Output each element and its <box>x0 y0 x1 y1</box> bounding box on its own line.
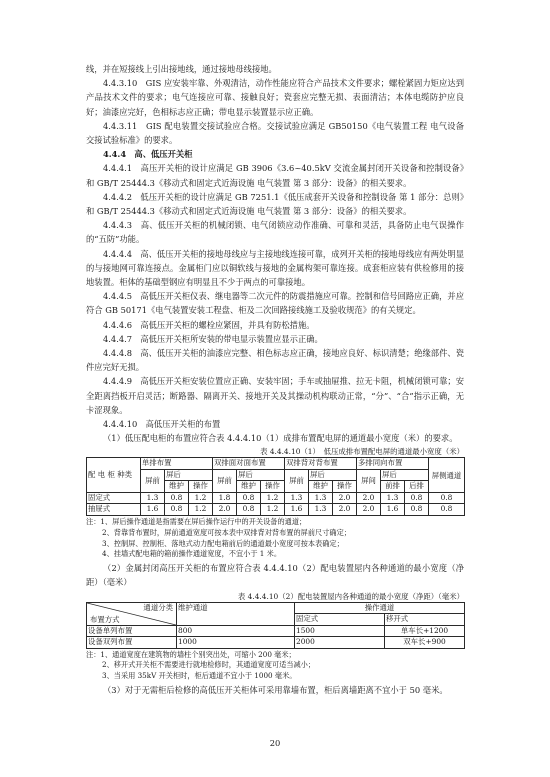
paragraph: （1）低压配电柜的布置应符合表 4.4.4.10（1）成排布置配电屏的通道最小宽度（米）的要求。 <box>103 433 458 444</box>
note: 4、挂墙式配电箱的箱前操作通道宽度，不宜小于 1 米。 <box>102 549 282 559</box>
table-cell: 0.8 <box>429 504 465 516</box>
header-between: 屏间 <box>357 469 381 492</box>
table-cell: 1.3 <box>381 492 405 504</box>
table-cell: 1.6 <box>285 504 309 516</box>
header-face-to-face: 双排面对面布置 <box>213 458 285 470</box>
paragraph: 4.4.4.4 高、低压开关柜的接地母线应与主接地线连接可靠，成列开关柜的接地母线应有两处明显的与接地网可靠连接点。金属柜门应以铜软线与接地的金属构架可靠连接。成套柜应装有供检修用的接地装置。柜体的基础型钢应有明显且不少于两点的可靠接地。 <box>86 248 464 288</box>
table-cell: 1.8 <box>213 492 237 504</box>
row-label: 抽屉式 <box>87 504 141 516</box>
paragraph: （3）对于无需柜后检修的高低压开关柜体可采用靠墙布置，柜后离墙距离不宜小于 50 毫米。 <box>103 684 448 695</box>
header-diagonal-cell <box>87 602 177 625</box>
paragraph: 4.4.4.10 高低压开关柜的布置 <box>103 419 221 430</box>
page-number: 20 <box>269 738 281 748</box>
table-cell: 2.0 <box>357 492 381 504</box>
paragraph: 4.4.4.6 高低压开关柜的螺栓应紧固，并具有防松措施。 <box>103 319 315 330</box>
header-front-row: 前排 <box>381 481 405 493</box>
table-cell: 双车长+900 <box>385 637 465 649</box>
table-row <box>87 504 465 516</box>
header-back-to-back: 双排背对背布置 <box>285 458 357 470</box>
paragraph: 4.4.3.10 GIS 应安装牢靠、外观清洁，动作性能应符合产品技术文件要求；螺栓紧固力矩应达到产品技术文件的要求；电气连接应可靠、接触良好；瓷套应完整无损、表面清洁；本体电缆防护应良好；油漆应完好，色相标志应正确；带电显示装置显示应正确。 <box>86 78 464 117</box>
table-cell: 0.8 <box>165 504 189 516</box>
table-cell: 2.0 <box>213 504 237 516</box>
paragraph: 线，并在短接线上引出接地线，通过接地母线接地。 <box>86 64 277 74</box>
table-cell: 0.8 <box>237 492 261 504</box>
table-cell: 1500 <box>295 625 385 637</box>
table-cell: 1.2 <box>261 492 285 504</box>
table-cell: 2.0 <box>357 504 381 516</box>
table-low-voltage-passage-widths <box>86 457 465 516</box>
table2-caption: 表 4.4.4.10（2）配电装置屋内各种通道的最小宽度（净距）（毫米） <box>237 591 464 601</box>
note: 3、当采用 35kV 开关柜时，柜后通道不宜小于 1000 毫米。 <box>102 671 297 681</box>
table-cell: 1.6 <box>141 504 165 516</box>
table-row <box>87 625 465 637</box>
header-front: 屏前 <box>213 469 237 492</box>
header-rear: 屏后 <box>381 469 429 481</box>
header-rear: 屏后 <box>237 469 285 481</box>
header-fixed-type: 固定式 <box>295 614 385 626</box>
paragraph: 4.4.4.9 高低压开关柜安装位置应正确、安装牢固；手车或抽屉推、拉无卡阻，机械闭锁可靠；安全距离挡板开启灵活；断路器、隔离开关、接地开关及其操动机构联动正常，“分”、“合”指示正确，无卡涩现象。 <box>86 376 464 415</box>
table-cell: 1.3 <box>285 492 309 504</box>
header-cabinet-type: 配 电 柜 种类 <box>87 458 141 493</box>
table-cell: 0.8 <box>405 504 429 516</box>
note: 3、控制屏、控制柜、落地式动力配电箱前后的通道最小宽度可按本表确定； <box>102 538 344 548</box>
table-cell: 1.3 <box>309 492 333 504</box>
note: 2、移开式开关柜不需要进行就地检修时，其通道宽度可适当减小； <box>102 660 316 670</box>
header-operation-passage: 操作通道 <box>295 602 465 614</box>
row-label: 设备单列布置 <box>87 625 177 637</box>
table-cell: 单车长+1200 <box>385 625 465 637</box>
table-cell: 1.2 <box>189 492 213 504</box>
header-single-row: 单排布置 <box>141 458 213 470</box>
table-high-voltage-passage-widths <box>86 602 465 649</box>
table-cell: 2.0 <box>333 492 357 504</box>
header-multi-row: 多排同向布置 <box>357 458 429 470</box>
paragraph: 4.4.4.7 高低压开关柜所安装的带电显示装置应显示正确。 <box>103 333 323 344</box>
paragraph: 4.4.4.1 高压开关柜的设计应满足 GB 3906《3.6~40.5kV 交流金属封闭开关设备和控制设备》和 GB/T 25444.3《移动式和固定式近海设施 电气装置 第 3 部分：设备》的相关要求。 <box>86 163 464 188</box>
table-row <box>87 492 465 504</box>
table-cell: 0.8 <box>165 492 189 504</box>
paragraph: 4.4.4.5 高低压开关柜仪表、继电器等二次元件的防震措施应可靠。控制和信号回路应正确，并应符合 GB 50171《电气装置安装工程盘、柜及二次回路接线施工及验收规范》的有关规定。 <box>86 291 464 316</box>
table-cell: 1.2 <box>189 504 213 516</box>
paragraph: （2）金属封闭高压开关柜的布置应符合表 4.4.4.10（2）配电装置屋内各种通道的最小宽度（净距）（毫米） <box>86 563 464 588</box>
header-maintenance: 维护 <box>237 481 261 493</box>
table-cell: 2000 <box>295 637 385 649</box>
header-withdrawable-type: 移开式 <box>385 614 465 626</box>
section-heading: 4.4.4 高、低压开关柜 <box>103 149 193 160</box>
table-cell: 1.2 <box>261 504 285 516</box>
header-passage-category: 通道分类 <box>143 602 173 612</box>
header-operation: 操作 <box>189 481 213 493</box>
row-label: 固定式 <box>87 492 141 504</box>
table-cell: 0.8 <box>405 492 429 504</box>
note: 注：1、屏后操作通道是指需要在屏后操作运行中的开关设备的通道； <box>86 516 307 526</box>
table-cell: 0.8 <box>429 492 465 504</box>
header-maintenance: 维护 <box>165 481 189 493</box>
page-content <box>86 62 464 697</box>
table-cell: 1.3 <box>141 492 165 504</box>
header-maintenance-passage: 维护通道 <box>177 602 295 625</box>
header-back-row: 后排 <box>405 481 429 493</box>
table-cell: 0.8 <box>237 504 261 516</box>
note: 2、背靠背布置时，屏前通道宽度可按本表中双排背对背布置的屏前尺寸确定； <box>102 527 351 537</box>
header-operation: 操作 <box>333 481 357 493</box>
table-row <box>87 637 465 649</box>
header-side-passage: 屏侧通道 <box>429 458 465 493</box>
table2-notes <box>86 650 464 682</box>
paragraph: 4.4.4.8 高、低压开关柜的油漆应完整、相色标志应正确，接地应良好、标识清楚；绝缘部件、瓷件应完好无损。 <box>86 348 464 373</box>
header-front: 屏前 <box>285 469 309 492</box>
header-operation: 操作 <box>261 481 285 493</box>
note: 注：1、通道宽度在建筑物的墙柱个别突出处，可缩小 200 毫米； <box>86 649 296 659</box>
header-layout-mode: 布置方式 <box>90 614 120 624</box>
table-cell: 800 <box>177 625 295 637</box>
table-cell: 2.0 <box>333 504 357 516</box>
header-maintenance: 维护 <box>309 481 333 493</box>
header-rear: 屏后 <box>309 469 357 481</box>
paragraph: 4.4.3.11 GIS 配电装置交接试验应合格。交接试验应满足 GB50150《电气装置工程 电气设备交接试验标准》的要求。 <box>86 120 464 146</box>
header-rear: 屏后 <box>165 469 213 481</box>
paragraph: 4.4.4.2 低压开关柜的设计应满足 GB 7251.1《低压成套开关设备和控制设备 第 1 部分：总则》和 GB/T 25444.3《移动式和固定式近海设施 电气装置 第 3 部分：设备》的相关要求。 <box>86 191 464 217</box>
table-cell: 1.6 <box>381 504 405 516</box>
table-cell: 1000 <box>177 637 295 649</box>
paragraph: 4.4.4.3 高、低压开关柜的机械闭锁、电气闭锁应动作准确、可靠和灵活，具备防止电气误操作的“五防”功能。 <box>86 220 464 245</box>
header-front: 屏前 <box>141 469 165 492</box>
table1-notes <box>86 517 464 560</box>
table1-caption: 表 4.4.4.10（1） 低压成排布置配电屏的通道最小宽度（米） <box>260 447 464 457</box>
row-label: 设备双列布置 <box>87 637 177 649</box>
table-cell: 1.3 <box>309 504 333 516</box>
body-paragraphs <box>86 62 464 445</box>
